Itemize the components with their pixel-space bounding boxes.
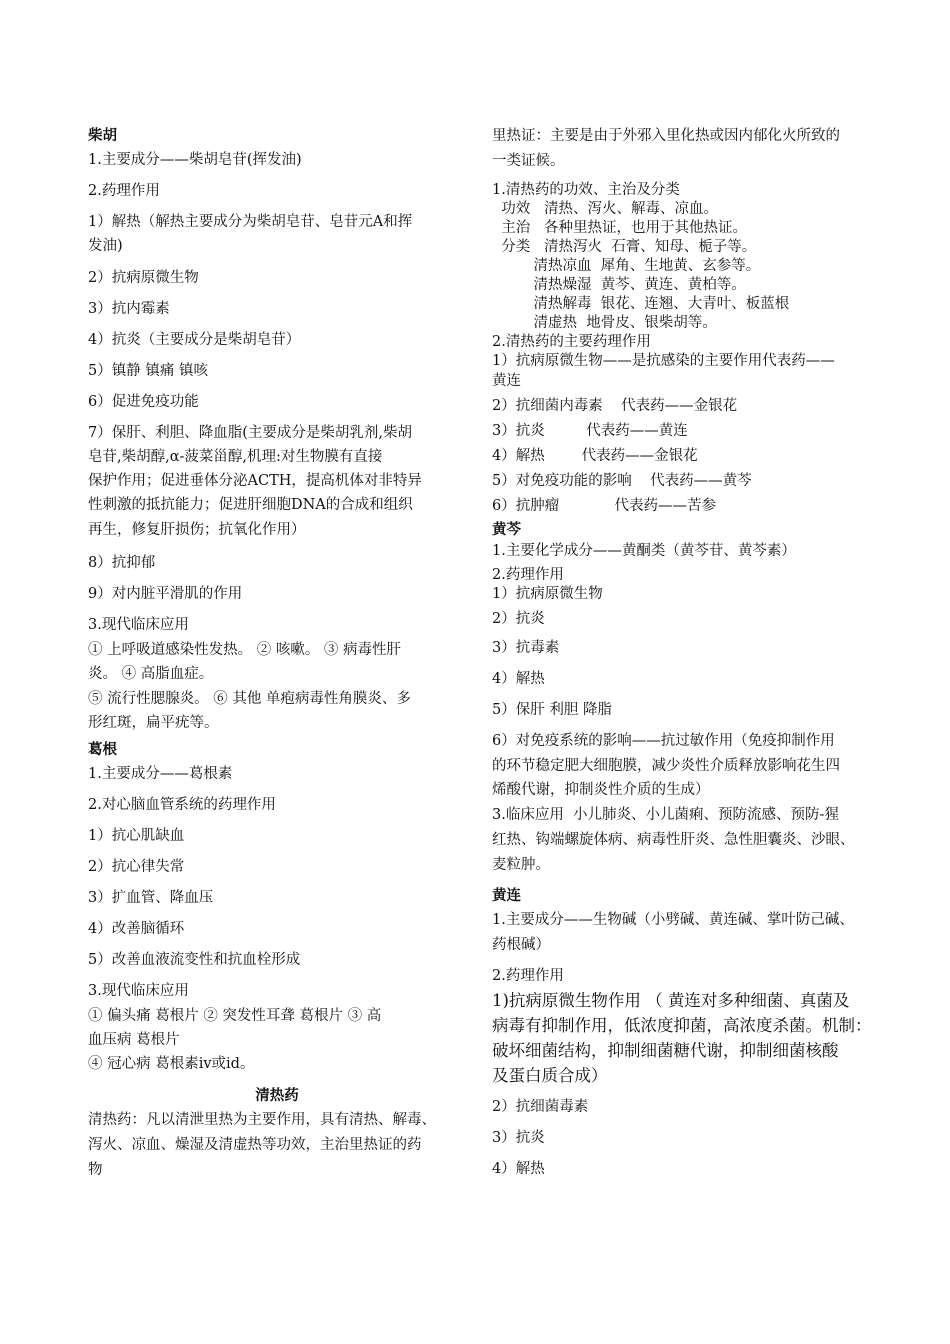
text-line: 黄连 — [492, 373, 521, 389]
section-heading: 柴胡 — [88, 128, 117, 144]
text-line: 红热、钩端螺旋体病、病毒性肝炎、急性胆囊炎、沙眼、 — [492, 832, 855, 848]
section-heading: 黄芩 — [492, 522, 521, 538]
text-line: 清热凉血 犀角、生地黄、玄参等。 — [492, 258, 761, 274]
text-line: 1）解热（解热主要成分为柴胡皂苷、皂苷元A和挥 — [88, 214, 413, 230]
text-line: 4）抗炎（主要成分是柴胡皂苷） — [88, 332, 301, 348]
text-line: 1）抗病原微生物——是抗感染的主要作用代表药—— — [492, 353, 835, 369]
text-line: 麦粒肿。 — [492, 857, 550, 873]
text-line: 3.临床应用 小儿肺炎、小儿菌痢、预防流感、预防-猩 — [492, 807, 839, 823]
text-line: 6）对免疫系统的影响——抗过敏作用（免疫抑制作用 — [492, 733, 835, 749]
text-line: 2）抗细菌内毒素 代表药——金银花 — [492, 398, 738, 414]
text-line: 物 — [88, 1162, 103, 1178]
text-line: 破坏细菌结构，抑制细菌糖代谢，抑制细菌核酸 — [492, 1041, 839, 1060]
text-line: 及蛋白质合成） — [492, 1066, 608, 1085]
text-line: 里热证：主要是由于外邪入里化热或因内郁化火所致的 — [492, 128, 840, 144]
text-line: 一类证候。 — [492, 153, 565, 169]
text-line: 再生，修复肝损伤；抗氧化作用） — [88, 522, 306, 538]
text-line: 的环节稳定肥大细胞膜，减少炎性介质释放影响花生四 — [492, 758, 840, 774]
text-line: 1.清热药的功效、主治及分类 — [492, 182, 680, 198]
text-line: 3）抗内霉素 — [88, 301, 170, 317]
text-line: 主治 各种里热证，也用于其他热证。 — [492, 220, 748, 236]
text-line: 6）抗肿瘤 代表药——苦参 — [492, 498, 717, 514]
text-line: 3）抗毒素 — [492, 640, 560, 656]
text-line: 4）解热 代表药——金银花 — [492, 448, 698, 464]
text-line: 2.药理作用 — [492, 968, 564, 984]
text-line: 9）对内脏平滑肌的作用 — [88, 586, 243, 602]
text-line: 2.对心脑血管系统的药理作用 — [88, 797, 276, 813]
section-heading: 黄连 — [492, 888, 521, 904]
text-line: 3.现代临床应用 — [88, 983, 189, 999]
text-line: 2）抗炎 — [492, 611, 545, 627]
text-line: 5）保肝 利胆 降脂 — [492, 702, 612, 718]
text-line: 4）解热 — [492, 1161, 545, 1177]
text-line: 保护作用；促进垂体分泌ACTH，提高机体对非特异 — [88, 473, 422, 489]
text-line: 3）扩血管、降血压 — [88, 890, 214, 906]
text-line: 3）抗炎 — [492, 1130, 545, 1146]
text-line: 功效 清热、泻火、解毒、凉血。 — [492, 201, 719, 217]
text-line: 分类 清热泻火 石膏、知母、栀子等。 — [492, 239, 757, 255]
text-line: 7）保肝、利胆、降血脂(主要成分是柴胡乳剂,柴胡 — [88, 425, 412, 441]
text-line: 6）促进免疫功能 — [88, 394, 199, 410]
text-line: 1.主要化学成分——黄酮类（黄芩苷、黄芩素） — [492, 543, 796, 559]
text-line: 4）改善脑循环 — [88, 921, 185, 937]
text-line: 2.药理作用 — [88, 183, 160, 199]
text-line: 炎。 ④ 高脂血症。 — [88, 666, 214, 682]
text-line: 1.主要成分——生物碱（小劈碱、黄连碱、掌叶防己碱、 — [492, 912, 854, 928]
text-line: 1.主要成分——柴胡皂苷(挥发油) — [88, 152, 302, 168]
text-line: 2）抗心律失常 — [88, 859, 185, 875]
text-line: 2.药理作用 — [492, 567, 564, 583]
text-line: 性刺激的抵抗能力；促进肝细胞DNA的合成和组织 — [88, 497, 413, 513]
text-line: 8）抗抑郁 — [88, 555, 156, 571]
text-line: 烯酸代谢，抑制炎性介质的生成） — [492, 782, 710, 798]
text-line: 1)抗病原微生物作用 （ 黄连对多种细菌、真菌及 — [492, 991, 850, 1010]
text-line: 药根碱） — [492, 937, 550, 953]
text-line: 1）抗心肌缺血 — [88, 828, 185, 844]
text-line: 清热解毒 银花、连翘、大青叶、板蓝根 — [492, 296, 790, 312]
text-line: 清热燥湿 黄芩、黄连、黄柏等。 — [492, 277, 746, 293]
text-line: 5）对免疫功能的影响 代表药——黄芩 — [492, 473, 752, 489]
text-line: 发油) — [88, 238, 123, 254]
text-line: 5）镇静 镇痛 镇咳 — [88, 363, 208, 379]
text-line: ① 偏头痛 葛根片 ② 突发性耳聋 葛根片 ③ 高 — [88, 1008, 382, 1024]
text-line: 1）抗病原微生物 — [492, 586, 603, 602]
text-line: ⑤ 流行性腮腺炎。 ⑥ 其他 单疱病毒性角膜炎、多 — [88, 691, 411, 707]
text-line: 3）抗炎 代表药——黄连 — [492, 423, 688, 439]
text-line: 皂苷,柴胡醇,α-菠菜甾醇,机理:对生物膜有直接 — [88, 449, 383, 465]
text-line: ④ 冠心病 葛根素iv或id。 — [88, 1056, 255, 1072]
text-line: 血压病 葛根片 — [88, 1032, 180, 1048]
text-line: 3.现代临床应用 — [88, 617, 189, 633]
text-line: 清虚热 地骨皮、银柴胡等。 — [492, 315, 717, 331]
text-line: 2）抗细菌毒素 — [492, 1099, 589, 1115]
text-line: 4）解热 — [492, 671, 545, 687]
section-heading: 清热药 — [255, 1088, 299, 1104]
text-line: 2.清热药的主要药理作用 — [492, 334, 651, 350]
text-line: 形红斑，扁平疣等。 — [88, 715, 219, 731]
section-heading: 葛根 — [88, 742, 117, 758]
text-line: 泻火、凉血、燥湿及清虚热等功效，主治里热证的药 — [88, 1137, 422, 1153]
text-line: 1.主要成分——葛根素 — [88, 766, 233, 782]
text-line: 2）抗病原微生物 — [88, 270, 199, 286]
text-line: 病毒有抑制作用，低浓度抑菌，高浓度杀菌。机制： — [492, 1016, 872, 1035]
text-line: 5）改善血液流变性和抗血栓形成 — [88, 952, 301, 968]
text-line: 清热药：凡以清泄里热为主要作用，具有清热、解毒、 — [88, 1112, 436, 1128]
text-line: ① 上呼吸道感染性发热。 ② 咳嗽。 ③ 病毒性肝 — [88, 642, 402, 658]
